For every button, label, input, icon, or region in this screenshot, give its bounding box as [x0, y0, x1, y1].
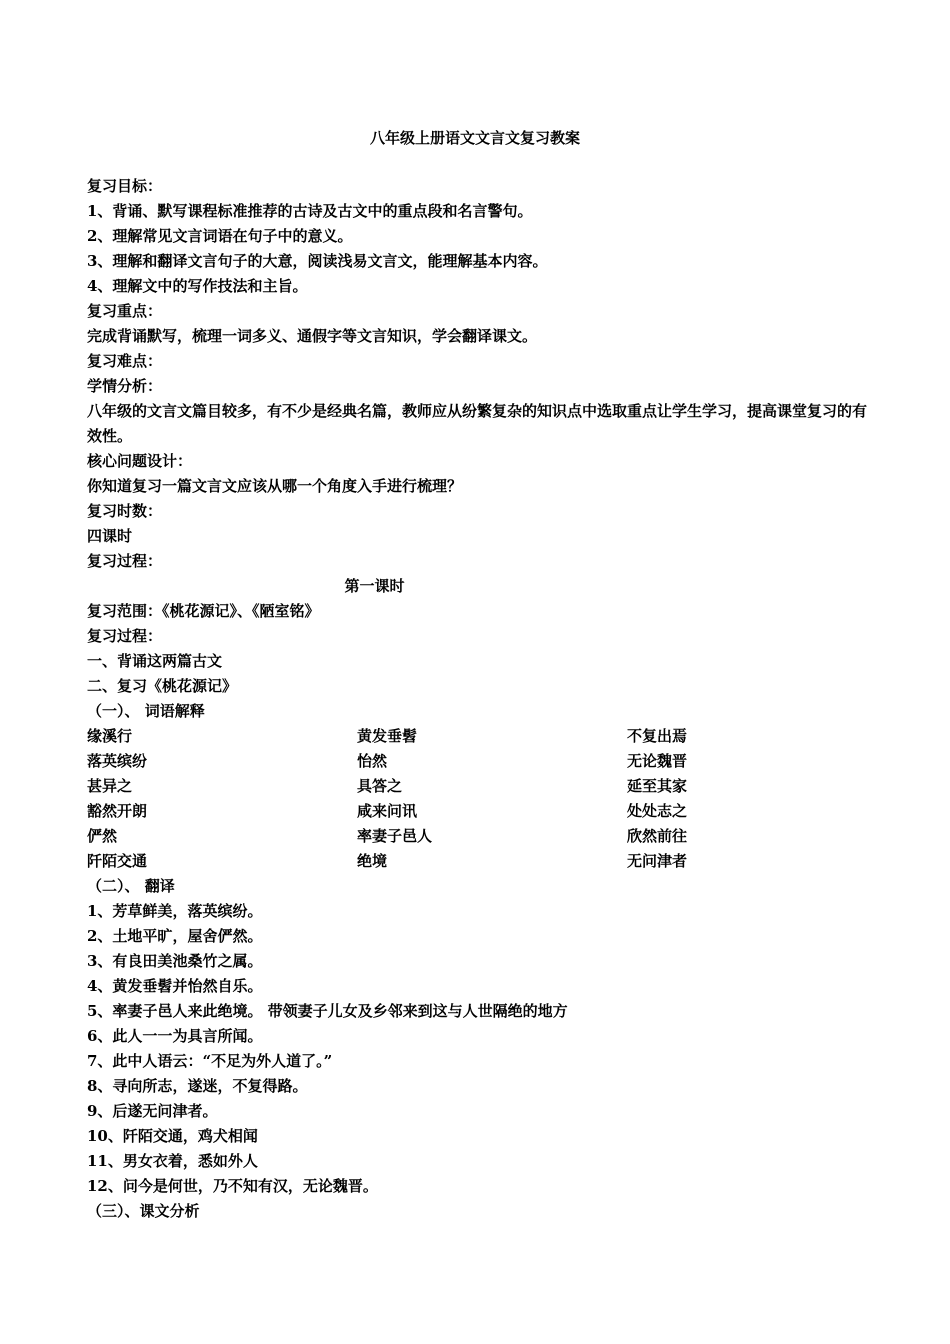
vocab-term: 绝境 — [357, 852, 388, 870]
section-heading: （二）、 翻译 — [87, 877, 175, 895]
vocab-row — [87, 749, 877, 774]
text-line: 2、理解常见文言词语在句子中的意义。 — [87, 227, 353, 245]
document-body — [87, 174, 877, 1224]
vocab-term: 不复出焉 — [627, 727, 688, 745]
text-line: 4、理解文中的写作技法和主旨。 — [87, 277, 308, 295]
text-line: 核心问题设计： — [87, 452, 193, 470]
text-line: 1、背诵、默写课程标准推荐的古诗及古文中的重点段和名言警句。 — [87, 202, 533, 220]
translate-item: 9、后遂无问津者。 — [87, 1102, 218, 1120]
text-line: 3、理解和翻译文言句子的大意，阅读浅易文言文，能理解基本内容。 — [87, 252, 548, 270]
translate-item: 5、率妻子邑人来此绝境。 带领妻子儿女及乡邻来到这与人世隔绝的地方 — [87, 1002, 568, 1020]
text-line: 四课时 — [87, 527, 133, 545]
text-line: 一、背诵这两篇古文 — [87, 652, 223, 670]
text-line: 复习过程： — [87, 552, 163, 570]
vocab-row — [87, 774, 877, 799]
vocab-row — [87, 724, 877, 749]
vocab-row — [87, 824, 877, 849]
vocab-term: 豁然开朗 — [87, 802, 148, 820]
translate-list — [87, 899, 877, 1199]
vocab-term: 率妻子邑人 — [357, 827, 433, 845]
vocab-term: 怡然 — [357, 752, 388, 770]
vocab-term: 黄发垂髫 — [357, 727, 418, 745]
text-line: 复习重点： — [87, 302, 163, 320]
translate-item: 1、芳草鲜美，落英缤纷。 — [87, 902, 263, 920]
vocab-term: 延至其家 — [627, 777, 688, 795]
translate-item: 7、此中人语云：“不足为外人道了。” — [87, 1052, 333, 1070]
text-line: 你知道复习一篇文言文应该从哪一个角度入手进行梳理？ — [87, 477, 463, 495]
analysis-paragraph: 八年级的文言文篇目较多，有不少是经典名篇，教师应从纷繁复杂的知识点中选取重点让学生学习，提高课堂复习的有效性。 — [87, 402, 868, 445]
translate-item: 11、男女衣着，悉如外人 — [87, 1152, 258, 1170]
vocab-row — [87, 799, 877, 824]
vocab-term: 落英缤纷 — [87, 752, 148, 770]
text-line: 二、复习《桃花源记》 — [87, 677, 238, 695]
vocab-term: 具答之 — [357, 777, 403, 795]
text-line: 复习范围：《桃花源记》、《陋室铭》 — [87, 602, 320, 620]
translate-item: 3、有良田美池桑竹之属。 — [87, 952, 263, 970]
vocab-term: 俨然 — [87, 827, 118, 845]
document-title: 八年级上册语文文言文复习教案 — [369, 129, 580, 147]
text-line: 学情分析： — [87, 377, 163, 395]
section-heading: （三）、课文分析 — [87, 1202, 200, 1220]
vocab-row — [87, 849, 877, 874]
vocab-term: 欣然前往 — [627, 827, 688, 845]
vocab-term: 处处志之 — [627, 802, 688, 820]
text-line: 完成背诵默写，梳理一词多义、通假字等文言知识，学会翻译课文。 — [87, 327, 538, 345]
vocab-term: 咸来问讯 — [357, 802, 418, 820]
translate-item: 12、问今是何世，乃不知有汉，无论魏晋。 — [87, 1177, 378, 1195]
vocab-term: 缘溪行 — [87, 727, 133, 745]
translate-item: 8、寻向所志，遂迷，不复得路。 — [87, 1077, 308, 1095]
text-line: 复习时数： — [87, 502, 163, 520]
text-line: 复习难点： — [87, 352, 163, 370]
vocab-term: 无论魏晋 — [627, 752, 688, 770]
translate-item: 4、黄发垂髫并怡然自乐。 — [87, 977, 263, 995]
translate-item: 10、阡陌交通，鸡犬相闻 — [87, 1127, 258, 1145]
section-heading: （一）、 词语解释 — [87, 702, 205, 720]
lesson-heading: 第一课时 — [344, 577, 405, 595]
text-line: 复习过程： — [87, 627, 163, 645]
translate-item: 2、土地平旷，屋舍俨然。 — [87, 927, 263, 945]
vocab-table — [87, 724, 877, 874]
vocab-term: 无问津者 — [627, 852, 688, 870]
translate-item: 6、此人一一为具言所闻。 — [87, 1027, 263, 1045]
vocab-term: 甚异之 — [87, 777, 133, 795]
text-line: 复习目标： — [87, 177, 163, 195]
vocab-term: 阡陌交通 — [87, 852, 148, 870]
